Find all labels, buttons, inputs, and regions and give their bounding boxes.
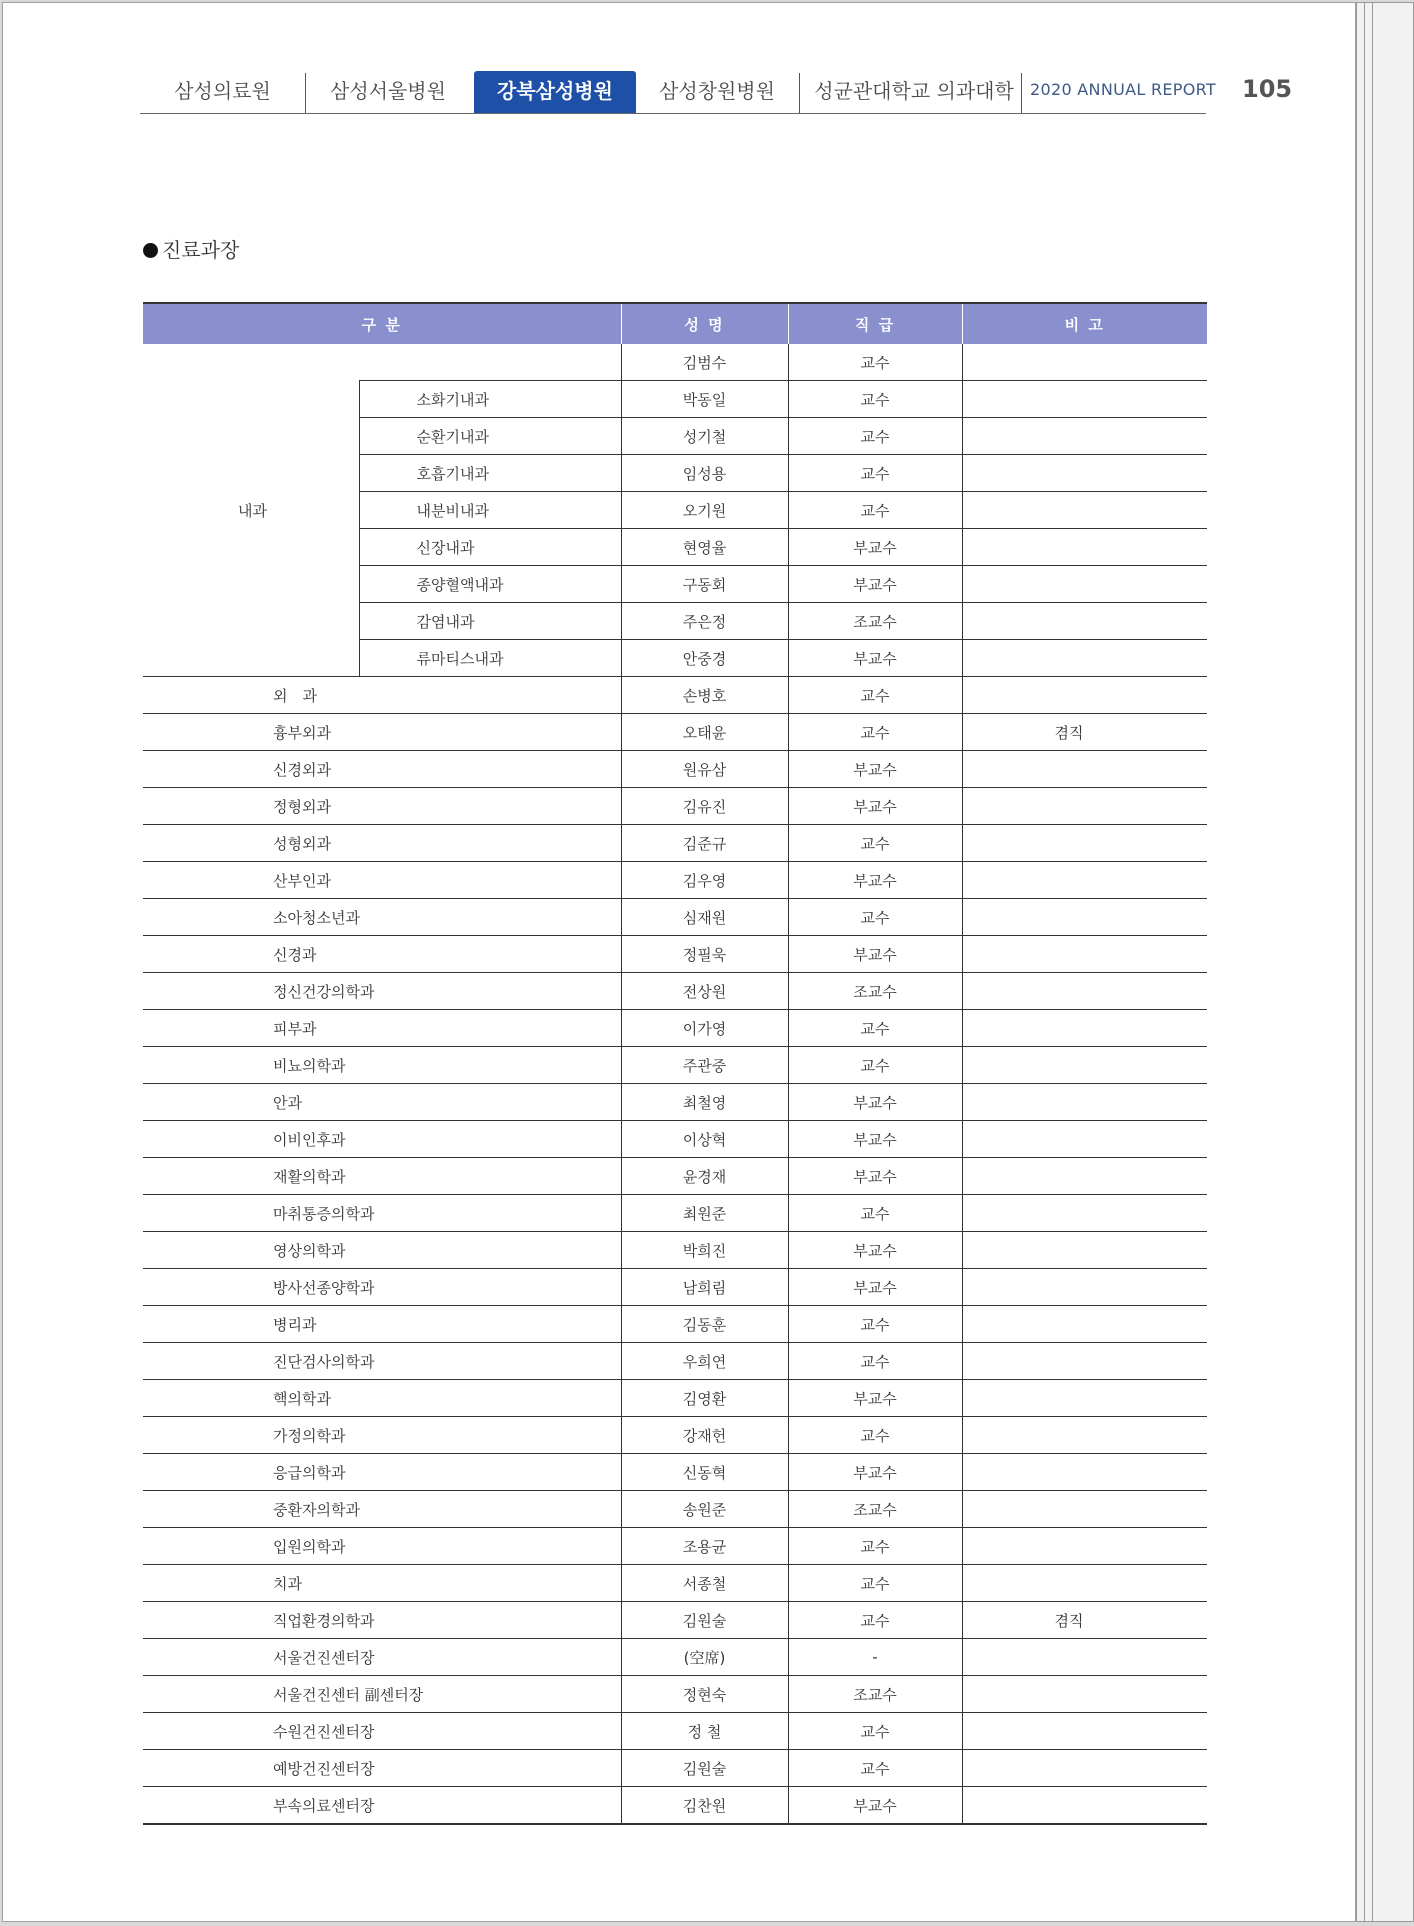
dept-cell: 서울건진센터장 [143,1639,621,1676]
table-row [143,344,1207,381]
dept-cell: 비뇨의학과 [143,1047,621,1084]
rank-cell: - [788,1639,962,1676]
table-row [143,788,1207,825]
name-cell: 안중경 [621,640,788,677]
section-title [143,234,239,263]
header-rule [140,113,1206,114]
table-row [143,1417,1207,1454]
tab-samsung-changwon-hospital[interactable]: 삼성창원병원 [659,79,775,103]
table-row [143,1380,1207,1417]
column-header-category: 구 분 [143,303,621,344]
table-row [143,1343,1207,1380]
table-row [143,1269,1207,1306]
note-cell [962,603,1207,640]
dept-cell: 정형외과 [143,788,621,825]
rank-cell: 부교수 [788,936,962,973]
rank-cell: 부교수 [788,1158,962,1195]
note-cell [962,825,1207,862]
dept-cell: 입원의학과 [143,1528,621,1565]
note-cell [962,418,1207,455]
dept-cell: 재활의학과 [143,1158,621,1195]
name-cell: 김영환 [621,1380,788,1417]
name-cell: 김범수 [621,344,788,381]
rank-cell: 부교수 [788,1380,962,1417]
rank-cell: 부교수 [788,566,962,603]
note-cell [962,1787,1207,1825]
note-cell [962,1380,1207,1417]
rank-cell: 부교수 [788,1232,962,1269]
tab-samsung-seoul-hospital[interactable]: 삼성서울병원 [330,79,446,103]
rank-cell: 교수 [788,825,962,862]
rank-cell: 교수 [788,1047,962,1084]
note-cell: 겸직 [962,1602,1207,1639]
rank-cell: 교수 [788,1750,962,1787]
tab-kangbuk-samsung-hospital[interactable]: 강북삼성병원 [474,71,636,113]
name-cell: 최철영 [621,1084,788,1121]
name-cell: 오태윤 [621,714,788,751]
rank-cell: 교수 [788,1417,962,1454]
name-cell: 박희진 [621,1232,788,1269]
table-row [143,714,1207,751]
rank-cell: 교수 [788,714,962,751]
note-cell [962,1750,1207,1787]
rank-cell: 부교수 [788,862,962,899]
note-cell [962,1565,1207,1602]
column-header-rank: 직 급 [788,303,962,344]
subdept-cell: 호흡기내과 [359,455,621,492]
subdept-cell: 순환기내과 [359,418,621,455]
rank-cell: 부교수 [788,1454,962,1491]
note-cell [962,1676,1207,1713]
dept-cell: 영상의학과 [143,1232,621,1269]
table-row [143,751,1207,788]
column-header-name: 성 명 [621,303,788,344]
rank-cell: 교수 [788,455,962,492]
tab-skku-medical-school[interactable]: 성균관대학교 의과대학 [814,79,1014,103]
rank-cell: 부교수 [788,751,962,788]
note-cell [962,1454,1207,1491]
table-row [143,1602,1207,1639]
dept-cell: 흉부외과 [143,714,621,751]
dept-cell: 소아청소년과 [143,899,621,936]
rank-cell: 교수 [788,418,962,455]
note-cell [962,344,1207,381]
note-cell [962,1158,1207,1195]
dept-group-internal-medicine: 내과 [238,501,267,520]
table-row [143,1713,1207,1750]
name-cell: 최원준 [621,1195,788,1232]
table-row [143,1639,1207,1676]
note-cell [962,1306,1207,1343]
rank-cell: 교수 [788,1713,962,1750]
rank-cell: 교수 [788,1343,962,1380]
table-row [143,825,1207,862]
rank-cell: 부교수 [788,788,962,825]
note-cell [962,1010,1207,1047]
name-cell: 심재원 [621,899,788,936]
note-cell [962,1195,1207,1232]
name-cell: 남희림 [621,1269,788,1306]
note-cell [962,1047,1207,1084]
note-cell [962,640,1207,677]
dept-cell: 안과 [143,1084,621,1121]
rank-cell: 교수 [788,344,962,381]
subdept-cell: 종양혈액내과 [359,566,621,603]
rank-cell: 조교수 [788,1676,962,1713]
table-row [143,677,1207,714]
note-cell [962,1528,1207,1565]
note-cell [962,1232,1207,1269]
dept-cell: 가정의학과 [143,1417,621,1454]
name-cell: 박동일 [621,381,788,418]
subdept-cell: 내분비내과 [359,492,621,529]
note-cell [962,788,1207,825]
section-title-text: 진료과장 [162,238,240,262]
name-cell: 원유삼 [621,751,788,788]
department-heads-table [143,302,1207,1825]
rank-cell: 부교수 [788,1121,962,1158]
rank-cell: 교수 [788,677,962,714]
table-row [143,936,1207,973]
name-cell: 현영율 [621,529,788,566]
note-cell [962,1269,1207,1306]
note-cell [962,1417,1207,1454]
name-cell: 임성용 [621,455,788,492]
note-cell [962,1491,1207,1528]
rank-cell: 교수 [788,381,962,418]
rank-cell: 교수 [788,1195,962,1232]
dept-cell: 피부과 [143,1010,621,1047]
name-cell: 김동훈 [621,1306,788,1343]
dept-cell: 치과 [143,1565,621,1602]
name-cell: 서종철 [621,1565,788,1602]
table-row [143,1528,1207,1565]
table-row [143,1750,1207,1787]
note-cell [962,381,1207,418]
bullet-icon [143,243,158,258]
note-cell [962,677,1207,714]
note-cell: 겸직 [962,714,1207,751]
name-cell: 이가영 [621,1010,788,1047]
note-cell [962,862,1207,899]
dept-cell: 응급의학과 [143,1454,621,1491]
table-row [143,1306,1207,1343]
name-cell: 성기철 [621,418,788,455]
name-cell: 김우영 [621,862,788,899]
dept-cell: 성형외과 [143,825,621,862]
name-cell: 김원술 [621,1602,788,1639]
rank-cell: 부교수 [788,1269,962,1306]
rank-cell: 부교수 [788,529,962,566]
table-row [143,862,1207,899]
dept-cell: 이비인후과 [143,1121,621,1158]
name-cell: 전상원 [621,973,788,1010]
table-row [143,1491,1207,1528]
name-cell: (空席) [621,1639,788,1676]
rank-cell: 조교수 [788,1491,962,1528]
dept-cell: 정신건강의학과 [143,973,621,1010]
note-cell [962,936,1207,973]
name-cell: 송원준 [621,1491,788,1528]
dept-cell: 병리과 [143,1306,621,1343]
table-row [143,1010,1207,1047]
name-cell: 김원술 [621,1750,788,1787]
rank-cell: 교수 [788,1306,962,1343]
dept-cell: 신경외과 [143,751,621,788]
name-cell: 주관중 [621,1047,788,1084]
subdept-cell: 감염내과 [359,603,621,640]
rank-cell: 교수 [788,492,962,529]
name-cell: 김유진 [621,788,788,825]
dept-cell: 방사선종양학과 [143,1269,621,1306]
note-cell [962,751,1207,788]
dept-cell: 직업환경의학과 [143,1602,621,1639]
rank-cell: 부교수 [788,1787,962,1825]
rank-cell: 부교수 [788,640,962,677]
rank-cell: 교수 [788,1010,962,1047]
table-header-row [143,303,1207,344]
table-row [143,1676,1207,1713]
note-cell [962,1084,1207,1121]
subdept-cell: 소화기내과 [359,381,621,418]
name-cell: 이상혁 [621,1121,788,1158]
dept-cell: 서울건진센터 副센터장 [143,1676,621,1713]
dept-cell: 수원건진센터장 [143,1713,621,1750]
name-cell: 강재헌 [621,1417,788,1454]
page-stack-edges [1354,2,1414,1922]
table-row [143,1047,1207,1084]
name-cell: 정현숙 [621,1676,788,1713]
name-cell: 정필욱 [621,936,788,973]
name-cell: 정 철 [621,1713,788,1750]
dept-cell: 신경과 [143,936,621,973]
table-row [143,1454,1207,1491]
note-cell [962,492,1207,529]
note-cell [962,1121,1207,1158]
page-number: 105 [1242,75,1293,103]
table-row [143,1195,1207,1232]
rank-cell: 조교수 [788,603,962,640]
name-cell: 주은정 [621,603,788,640]
note-cell [962,973,1207,1010]
name-cell: 김준규 [621,825,788,862]
dept-cell: 산부인과 [143,862,621,899]
table-row [143,899,1207,936]
column-header-note: 비 고 [962,303,1207,344]
note-cell [962,1639,1207,1676]
tab-divider [1021,73,1022,113]
table-row [143,1232,1207,1269]
name-cell: 조용균 [621,1528,788,1565]
table-row [143,973,1207,1010]
dept-cell: 마취통증의학과 [143,1195,621,1232]
table-row [143,1565,1207,1602]
note-cell [962,1343,1207,1380]
rank-cell: 교수 [788,1602,962,1639]
rank-cell: 부교수 [788,1084,962,1121]
table-row [143,1787,1207,1825]
rank-cell: 교수 [788,1528,962,1565]
note-cell [962,899,1207,936]
dept-cell: 예방건진센터장 [143,1750,621,1787]
note-cell [962,1713,1207,1750]
dept-cell: 외 과 [143,677,621,714]
name-cell: 김찬원 [621,1787,788,1825]
dept-cell: 부속의료센터장 [143,1787,621,1825]
note-cell [962,455,1207,492]
name-cell: 구동회 [621,566,788,603]
dept-cell: 중환자의학과 [143,1491,621,1528]
name-cell: 윤경재 [621,1158,788,1195]
report-label: 2020 ANNUAL REPORT [1030,80,1216,99]
table-row [143,1158,1207,1195]
rank-cell: 조교수 [788,973,962,1010]
table-row [143,1121,1207,1158]
dept-cell: 핵의학과 [143,1380,621,1417]
tab-samsung-medical-center[interactable]: 삼성의료원 [174,79,271,103]
name-cell: 손병호 [621,677,788,714]
rank-cell: 교수 [788,1565,962,1602]
subdept-cell: 신장내과 [359,529,621,566]
dept-cell: 진단검사의학과 [143,1343,621,1380]
name-cell: 신동혁 [621,1454,788,1491]
name-cell: 우희연 [621,1343,788,1380]
table-row [143,1084,1207,1121]
rank-cell: 교수 [788,899,962,936]
name-cell: 오기원 [621,492,788,529]
note-cell [962,566,1207,603]
note-cell [962,529,1207,566]
subdept-cell: 류마티스내과 [359,640,621,677]
